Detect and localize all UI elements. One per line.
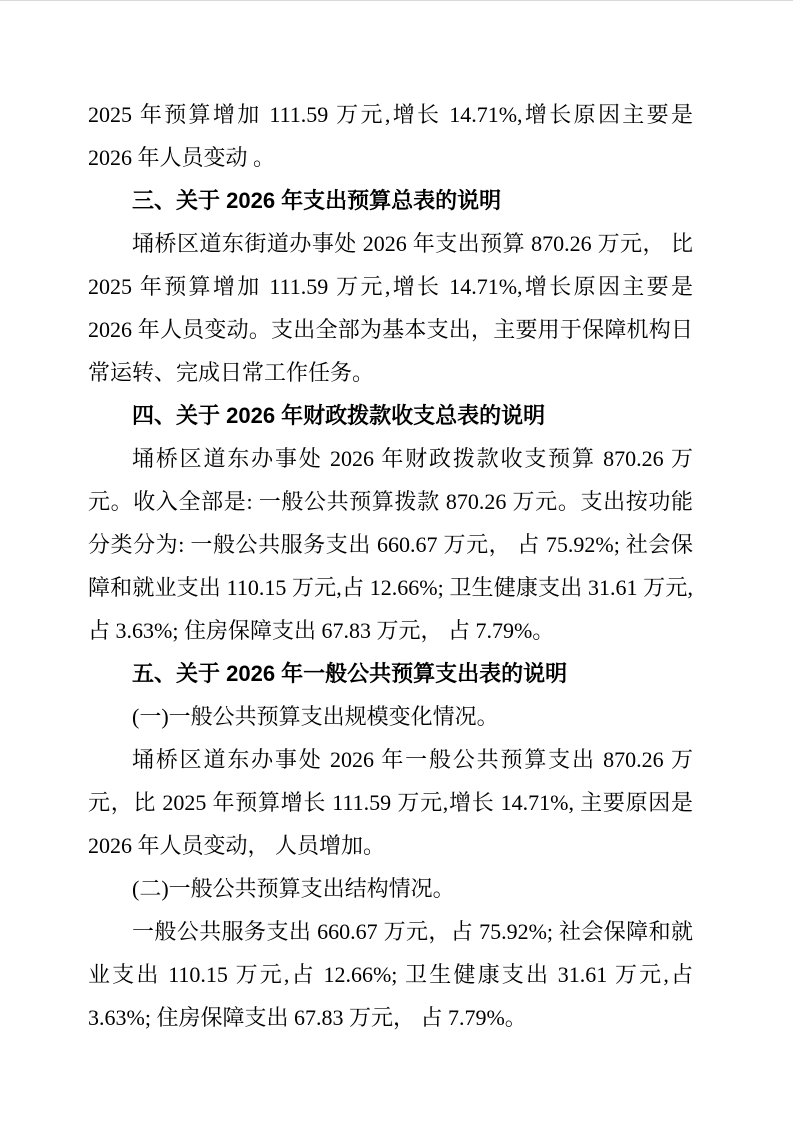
subsection-heading-2: (二)一般公共预算支出结构情况。 [132,876,455,901]
section-heading-5: 五、关于 2026 年一般公共预算支出表的说明 [132,661,568,686]
subsection-heading-1: (一)一般公共预算支出规模变化情况。 [132,704,499,729]
paragraph-continued-from-previous-page: 2025 年预算增加 111.59 万元,增长 14.71%,增长原因主要是 2026 年人员变动 。 [88,102,693,170]
paragraph-fiscal-appropriation: 埇桥区道东办事处 2026 年财政拨款收支预算 870.26 万元。收入全部是: 一般公共预算拨款 870.26 万元。支出按功能分类分为: 一般公共服务支出 660.67 万元， 占 75.92%; 社会保障和就业支出 110.15 万元,占 12.66%; 卫生健康支出 31.61 万元,占 3.63%; 住房保障支出 67.83 万元， 占 7.79%。 [88,446,693,643]
paragraph-expenditure-total: 埇桥区道东街道办事处 2026 年支出预算 870.26 万元， 比 2025 年预算增加 111.59 万元,增长 14.71%,增长原因主要是 2026 年人员变动。支出全部为基本支出，主要用于保障机构日常运转、完成日常工作任务。 [88,231,693,385]
section-heading-4: 四、关于 2026 年财政拨款收支总表的说明 [132,403,546,428]
section-heading-3: 三、关于 2026 年支出预算总表的说明 [132,188,502,213]
paragraph-expenditure-scale-change: 埇桥区道东办事处 2026 年一般公共预算支出 870.26 万元，比 2025 年预算增长 111.59 万元,增长 14.71%, 主要原因是 2026 年人员变动， 人员增加。 [88,747,693,858]
paragraph-expenditure-structure: 一般公共服务支出 660.67 万元，占 75.92%; 社会保障和就业支出 110.15 万元,占 12.66%; 卫生健康支出 31.61 万元,占 3.63%; 住房保障支出 67.83 万元， 占 7.79%。 [88,919,693,1030]
